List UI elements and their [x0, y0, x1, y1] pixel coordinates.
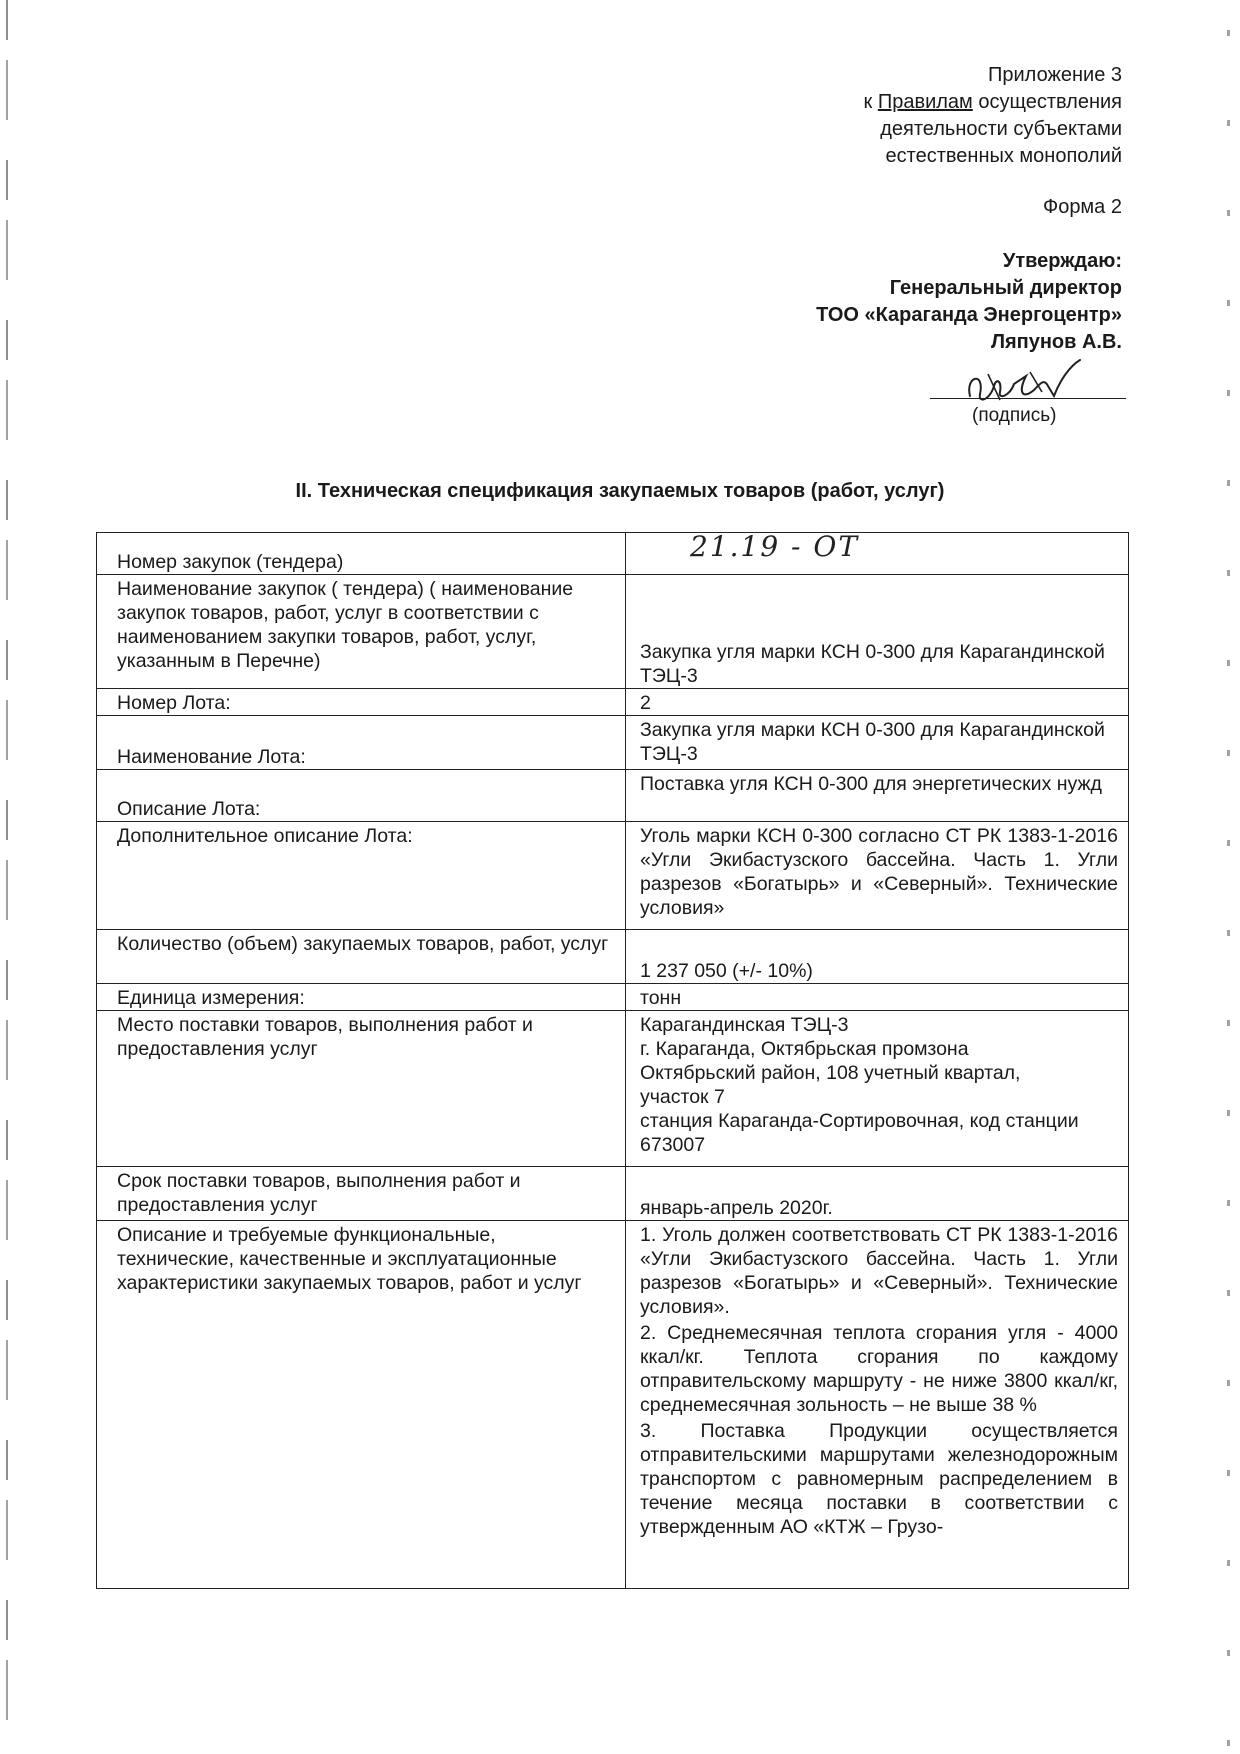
row-value — [626, 1011, 1129, 1167]
approval-line-1: Утверждаю: — [1002, 250, 1122, 272]
delivery-place-line: Карагандинская ТЭЦ-3 — [640, 1014, 849, 1036]
approval-block — [816, 248, 1122, 356]
row-label: Номер закупок (тендера) — [97, 533, 626, 575]
appendix-header — [864, 62, 1122, 170]
table-row — [97, 984, 1129, 1011]
appendix-line-2: к Правилам осуществления — [863, 91, 1122, 113]
row-label: Наименование закупок ( тендера) ( наименование закупок товаров, работ, услуг в соответствии с наименованием закупки товаров, работ, услуг, указанным в Перечне) — [97, 575, 626, 689]
table-row — [97, 1167, 1129, 1221]
row-label: Наименование Лота: — [97, 716, 626, 770]
signature-line — [930, 398, 1126, 399]
requirement-paragraph: 2. Среднемесячная теплота сгорания угля - 4000 ккал/кг. Теплота сгорания по каждому отправительскому маршруту - не ниже 3800 ккал/кг, среднемесячная зольность – не выше 38 % — [640, 1322, 1118, 1416]
table-row — [97, 689, 1129, 716]
row-label: Номер Лота: — [97, 689, 626, 716]
row-label: Место поставки товаров, выполнения работ и предоставления услуг — [97, 1011, 626, 1167]
table-row — [97, 1221, 1129, 1589]
row-value — [626, 1221, 1129, 1589]
row-value: 2 — [626, 689, 1129, 716]
table-row — [97, 930, 1129, 984]
specification-table — [96, 532, 1129, 1589]
signature-caption: (подпись) — [972, 405, 1057, 426]
row-value: тонн — [626, 984, 1129, 1011]
table-row — [97, 822, 1129, 930]
requirement-paragraph: 1. Уголь должен соответствовать СТ РК 1383-1-2016 «Угли Экибастузского бассейна. Часть 1. Угли разрезов «Богатырь» и «Северный». Технические условия». — [640, 1224, 1118, 1318]
row-value: Закупка угля марки КСН 0-300 для Карагандинской ТЭЦ-3 — [626, 716, 1129, 770]
table-row — [97, 770, 1129, 822]
approval-line-3: ТОО «Караганда Энергоцентр» — [816, 304, 1122, 326]
rules-link: Правилам — [877, 91, 973, 113]
appendix-line-1: Приложение 3 — [988, 64, 1122, 86]
table-row — [97, 1011, 1129, 1167]
row-label: Срок поставки товаров, выполнения работ и предоставления услуг — [97, 1167, 626, 1221]
row-value: Поставка угля КСН 0-300 для энергетических нужд — [626, 770, 1129, 822]
handwritten-tender-number: 21.19 - ОТ — [690, 530, 860, 563]
delivery-place-line: участок 7 — [640, 1086, 725, 1108]
row-value: Уголь марки КСН 0-300 согласно СТ РК 1383-1-2016 «Угли Экибастузского бассейна. Часть 1. Угли разрезов «Богатырь» и «Северный». Технические условия» — [626, 822, 1129, 930]
requirement-paragraph: 3. Поставка Продукции осуществляется отправительскими маршрутами железнодорожным транспортом с равномерным распределением в течение месяца поставки в соответствии с утвержденным АО «КТЖ – Грузо- — [640, 1420, 1118, 1538]
scan-left-edge — [6, 0, 8, 1754]
appendix-line-4: естественных монополий — [885, 145, 1122, 167]
section-title: II. Техническая спецификация закупаемых товаров (работ, услуг) — [295, 480, 945, 502]
table-row — [97, 533, 1129, 575]
row-label: Описание Лота: — [97, 770, 626, 822]
form-number: Форма 2 — [1042, 196, 1122, 218]
appendix-line-3: деятельности субъектами — [880, 118, 1122, 140]
table-row — [97, 716, 1129, 770]
delivery-place-line: г. Караганда, Октябрьская промзона — [640, 1038, 969, 1060]
approval-line-2: Генеральный директор — [889, 277, 1122, 299]
row-value: Закупка угля марки КСН 0-300 для Карагандинской ТЭЦ-3 — [626, 575, 1129, 689]
approval-line-4: Ляпунов А.В. — [990, 331, 1122, 353]
delivery-place-line: станция Караганда-Сортировочная, код станции 673007 — [640, 1110, 1079, 1156]
row-label: Описание и требуемые функциональные, технические, качественные и эксплуатационные характеристики закупаемых товаров, работ и услуг — [97, 1221, 626, 1589]
row-label: Единица измерения: — [97, 984, 626, 1011]
row-label: Количество (объем) закупаемых товаров, работ, услуг — [97, 930, 626, 984]
row-value — [626, 530, 1129, 575]
row-value: 1 237 050 (+/- 10%) — [626, 930, 1129, 984]
row-label: Дополнительное описание Лота: — [97, 822, 626, 930]
table-row — [97, 575, 1129, 689]
row-value: январь-апрель 2020г. — [626, 1167, 1129, 1221]
scan-right-edge — [1227, 0, 1230, 1754]
delivery-place-line: Октябрьский район, 108 учетный квартал, — [640, 1062, 1021, 1084]
